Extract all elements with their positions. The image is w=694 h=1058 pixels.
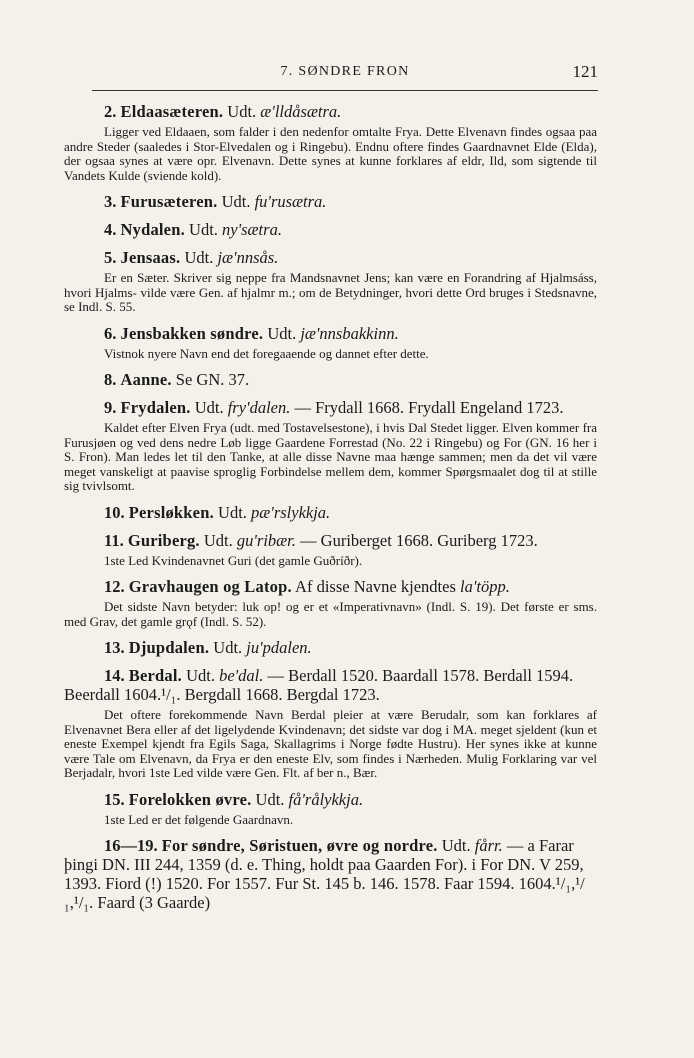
entry-prefix: Udt.: [218, 502, 252, 522]
entry-number: 5.: [104, 248, 117, 267]
entry-pronunciation: fu'rusætra.: [254, 192, 327, 211]
header-rule: [92, 90, 598, 91]
entry-pronunciation: fårr.: [474, 836, 503, 855]
entry-pronunciation: jæ'nnsås.: [217, 248, 279, 267]
entry-number: 16—19.: [104, 836, 158, 855]
entry-number: 15.: [104, 789, 125, 809]
entry-heading: [104, 192, 597, 211]
entry-body: Det oftere forekommende Navn Berdal pleier at være Berudalr, som kan forklares af Elvenavnet Bera eller af det ligelydende Kvindenavn; det sidste var dog i MA. meget sjeldent (kun et eneste Exempel kjendt fra Egils Saga, Skallagrims i Norge fødte Hustru). Her synes ikke at kunne være Tale om Elvenavn, da Frya er den eneste Elv, som findes i Nærheden. Mulig Forklaring var vel Berjadalr, hvori 1ste Led vilde være Gen. Flt. af ber n., Bær.: [64, 707, 597, 780]
entry-name: Persløkken.: [128, 502, 214, 522]
entry-number: 4.: [104, 220, 117, 239]
entry: [64, 666, 597, 781]
entry-heading: [104, 790, 597, 809]
entry-heading: [64, 666, 597, 704]
entry-prefix: Udt.: [267, 323, 301, 343]
entry-heading: [104, 220, 597, 239]
entry-body: Vistnok nyere Navn end det foregaaende og dannet efter dette.: [104, 345, 429, 361]
entry-heading: [104, 577, 597, 596]
entry-suffix: — Berdall 1520. Baardall 1578. Berdall 1594. Beerdall 1604.¹/₁. Bergdall 1668. Bergdal 1723.: [64, 666, 574, 704]
entry-prefix: Udt.: [186, 666, 220, 685]
entry-name: Djupdalen.: [128, 638, 210, 657]
page-number: 121: [572, 62, 598, 81]
entry-prefix: Udt.: [194, 398, 228, 417]
entry-name: Gravhaugen og Latop.: [128, 577, 292, 596]
entry-number: 14.: [104, 666, 125, 685]
entry-number: 12.: [104, 577, 125, 596]
entry-name: Aanne.: [120, 370, 172, 389]
entry-heading: [64, 836, 597, 912]
entry: [64, 220, 597, 239]
entry-name: Jensaas.: [120, 248, 181, 267]
entry-heading: [104, 370, 597, 389]
entry-name: Jensbakken søndre.: [120, 323, 264, 343]
entry-body: Ligger ved Eldaaen, som falder i den nedenfor omtalte Frya. Dette Elvenavn findes ogsaa paa andre Steder (saaledes i Stor-Elvedalen og i Ringebu). Endnu oftere findes Gaardnavnet Elde (Elda), der ogsaa synes at være opr. Elvenavn. Dette synes at kunne forklares af eldr, Ild, som sigtende til Vandets Kulde (sviende kold).: [64, 124, 597, 183]
entry-pronunciation: fry'dalen.: [227, 398, 291, 417]
entry: [64, 638, 597, 657]
entry-suffix: — Frydall 1668. Frydall Engeland 1723.: [290, 398, 564, 417]
entry-heading: [64, 398, 597, 417]
entry-pronunciation: jæ'nnsbakkinn.: [300, 323, 399, 343]
header-title: 7. SØNDRE FRON: [280, 64, 410, 79]
entry-heading: [104, 638, 597, 657]
entry-number: 6.: [104, 323, 117, 343]
entry-pronunciation: få'rålykkja.: [288, 789, 364, 809]
entry-prefix: Udt.: [255, 789, 289, 809]
entry-pronunciation: be'dal.: [219, 666, 264, 685]
entry-prefix: Udt.: [227, 102, 261, 121]
entry-prefix: Udt.: [441, 836, 475, 855]
entry-body: Det sidste Navn betyder: luk op! og er et «Imperativnavn» (Indl. S. 19). Det første er sms. med Grav, det gamle grǫf (Indl. S. 52).: [64, 599, 597, 629]
entry-body: Kaldet efter Elven Frya (udt. med Tostavelsestone), i hvis Dal Stedet ligger. Elven kommer fra Furusjøen og ved dens nedre Løb ligge Gaardene Forrestad (No. 22 i Ringebu) og For (GN. 16 her i S. Fron). Man ledes let til den Tanke, at alle disse Navne maa hænge sammen; men da det vil være meget vanskeligt at paavise sproglig Forbindelse mellem dem, kommer Spørgsmaalet dog til at stille sig tvivlsomt.: [64, 420, 597, 493]
entry-name: Frydalen.: [120, 398, 191, 417]
entry-name: Forelokken øvre.: [128, 789, 252, 809]
entry-number: 8.: [104, 370, 117, 389]
entry-body: 1ste Led er det følgende Gaardnavn.: [104, 811, 294, 827]
entry-body: 1ste Led Kvindenavnet Guri (det gamle Guðríðr).: [104, 552, 363, 568]
entry-pronunciation: æ'lldåsætra.: [260, 102, 342, 121]
entry-heading: [64, 531, 597, 550]
entry-number: 2.: [104, 102, 117, 121]
entry-prefix: Udt.: [221, 192, 255, 211]
entry-body: Er en Sæter. Skriver sig neppe fra Mandsnavnet Jens; kan være en Forandring af Hjalmsáss, hvori Hjalms- vilde være Gen. af hjalmr m.; om de Betydninger, hvori dette Ord bruges i Stedsnavne, se Indl. S. 55.: [64, 270, 597, 314]
entry-pronunciation: gu'ribær.: [236, 530, 296, 550]
entry-pronunciation: pæ'rslykkja.: [251, 502, 331, 522]
running-header: [92, 64, 598, 86]
entry: [64, 503, 597, 522]
entry-number: 3.: [104, 192, 117, 211]
entry-pronunciation: la'töpp.: [460, 577, 510, 596]
entry-heading: [104, 102, 597, 121]
entry: [64, 324, 597, 362]
entry-heading: [104, 248, 597, 267]
entry-prefix: Se GN. 37.: [175, 370, 250, 389]
entry-prefix: Udt.: [184, 248, 218, 267]
entry-suffix: — a Farar þingi DN. III 244, 1359 (d. e. Thing, holdt paa Gaarden For). i For DN. V 259, 1393. Fiord (!) 1520. For 1557. Fur St. 145 b. 146. 1578. Faar 1594. 1604.¹/₁,¹/₁,¹/₁. Faard (3 Gaarde): [64, 836, 585, 912]
entry-prefix: Af disse Navne kjendtes: [295, 577, 460, 596]
entry: [64, 790, 597, 828]
entry-name: For søndre, Søristuen, øvre og nordre.: [161, 836, 438, 855]
entry: [64, 531, 597, 569]
entry: [64, 577, 597, 629]
entries-list: [64, 102, 597, 921]
entry: [64, 370, 597, 389]
entry-prefix: Udt.: [213, 638, 247, 657]
entry-name: Eldaasæteren.: [120, 102, 224, 121]
entry-heading: [104, 324, 597, 343]
entry-number: 13.: [104, 638, 125, 657]
entry-number: 11.: [104, 530, 124, 550]
entry: [64, 248, 597, 315]
entry-number: 10.: [104, 502, 125, 522]
entry-name: Berdal.: [128, 666, 182, 685]
entry: [64, 398, 597, 494]
entry-name: Guriberg.: [127, 530, 200, 550]
entry-pronunciation: ny'sætra.: [222, 220, 282, 239]
entry-pronunciation: ju'pdalen.: [246, 638, 312, 657]
entry: [64, 192, 597, 211]
entry-name: Furusæteren.: [120, 192, 218, 211]
entry: [64, 102, 597, 183]
entry: [64, 836, 597, 912]
entry-prefix: Udt.: [189, 220, 223, 239]
entry-suffix: — Guriberget 1668. Guriberg 1723.: [295, 530, 538, 550]
entry-number: 9.: [104, 398, 117, 417]
entry-prefix: Udt.: [203, 530, 237, 550]
entry-name: Nydalen.: [120, 220, 185, 239]
entry-heading: [104, 503, 597, 522]
